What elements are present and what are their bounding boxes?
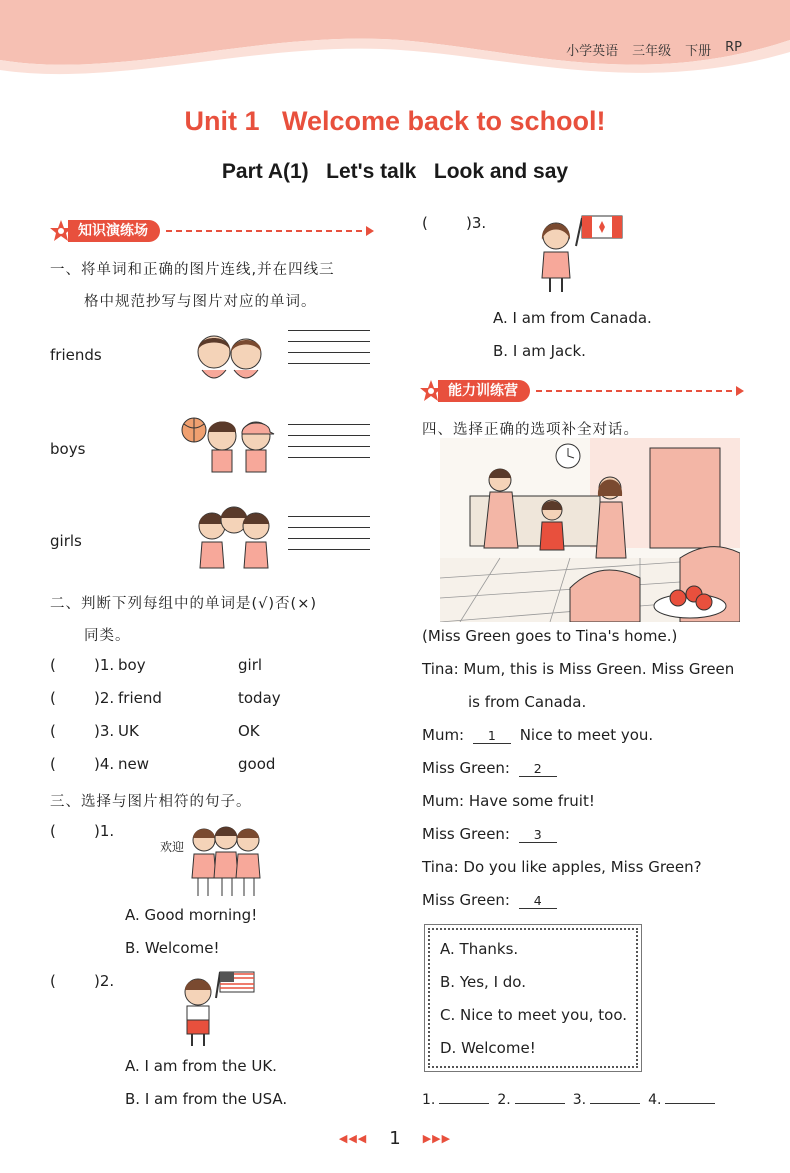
q2-row-2-word-b: today: [238, 689, 281, 707]
q3-answer-bracket-1[interactable]: (: [50, 822, 85, 840]
q4-line-2: [422, 726, 653, 744]
writing-grid-2[interactable]: [288, 424, 370, 468]
q4-option-d: D. Welcome!: [440, 1039, 536, 1057]
q4-option-b: B. Yes, I do.: [440, 973, 526, 991]
q4-context: (Miss Green goes to Tina's home.): [422, 627, 678, 645]
q1-instruction-1: 一、将单词和正确的图片连线,并在四线三: [50, 262, 335, 278]
q4-line-7: [422, 891, 561, 909]
q4-answer-3[interactable]: [573, 1088, 640, 1108]
dialogue-scene-picture[interactable]: [440, 438, 740, 622]
q3-answer-bracket-2[interactable]: (: [50, 972, 85, 990]
prev-page-arrows-icon: ◀◀◀: [338, 1132, 368, 1145]
q4-line-4: [422, 792, 595, 810]
q4-instruction: 四、选择正确的选项补全对话。: [422, 422, 639, 438]
q4-line-3: [422, 759, 561, 777]
q3-item-3-num: )3.: [466, 214, 487, 232]
q2-row-2-word-a: friend: [118, 689, 162, 707]
section-banner-1-label: 知识演练场: [68, 220, 160, 242]
q4-blank-2[interactable]: 2: [519, 762, 557, 777]
q4-blank-3[interactable]: 3: [519, 828, 557, 843]
canada-girl-picture[interactable]: [536, 212, 626, 296]
usa-boy-picture[interactable]: [170, 968, 260, 1048]
q2-row-3-word-b: OK: [238, 722, 260, 740]
q1-word-girls: girls: [50, 532, 82, 550]
q2-row-4-word-a: new: [118, 755, 150, 773]
q4-line-2-speaker: Mum:: [422, 726, 465, 744]
q4-line-5: [422, 825, 561, 843]
unit-title: Unit 1 Welcome back to school!: [184, 106, 606, 136]
friends-picture[interactable]: [186, 330, 276, 386]
girls-picture[interactable]: [190, 498, 280, 570]
q2-row-1-word-b: girl: [238, 656, 263, 674]
q2-instruction-1: 二、判断下列每组中的单词是(√)否(×): [50, 596, 318, 612]
q2-row-1-word-a: boy: [118, 656, 146, 674]
q2-row-4-word-b: good: [238, 755, 276, 773]
header-grade: 三年级: [632, 44, 672, 59]
q3-item-1-caption: 欢迎: [160, 840, 185, 854]
section-banner-1: [48, 218, 372, 244]
writing-grid-3[interactable]: [288, 516, 370, 560]
q4-answer-1-line[interactable]: [439, 1088, 489, 1104]
section-banner-2: [418, 378, 742, 404]
q2-instruction-2: 同类。: [84, 628, 131, 644]
q4-answer-row: [422, 1088, 715, 1108]
q3-item-2-option-b: B. I am from the USA.: [125, 1090, 288, 1108]
q4-answer-2-line[interactable]: [515, 1088, 565, 1104]
q4-line-3-speaker: Miss Green:: [422, 759, 510, 777]
page-footer: [0, 1128, 790, 1149]
q2-row-2-num: )2.: [94, 689, 115, 707]
q2-answer-bracket-3[interactable]: (: [50, 722, 85, 740]
banner-dash: [166, 230, 372, 232]
next-page-arrows-icon: ▶▶▶: [422, 1132, 452, 1145]
q3-item-2-option-a: A. I am from the UK.: [125, 1057, 277, 1075]
q4-line-4-text: Have some fruit!: [468, 792, 595, 810]
q3-item-1-option-a: A. Good morning!: [125, 906, 258, 924]
q4-line-6-speaker: Tina:: [422, 858, 459, 876]
q4-answer-4-line[interactable]: [665, 1088, 715, 1104]
q4-answer-2[interactable]: [497, 1088, 564, 1108]
q4-line-6: [422, 858, 702, 876]
q4-blank-4[interactable]: 4: [519, 894, 557, 909]
writing-grid-1[interactable]: [288, 330, 370, 374]
q4-line-1-text: Mum, this is Miss Green. Miss Green: [463, 660, 735, 678]
q4-line-2-text: Nice to meet you.: [519, 726, 654, 744]
section-banner-2-label: 能力训练营: [438, 380, 530, 402]
q4-answer-2-label: 2.: [497, 1092, 511, 1108]
welcome-picture[interactable]: [186, 820, 266, 900]
q1-instruction-2: 格中规范抄写与图片对应的单词。: [84, 294, 317, 310]
q3-item-3-option-a: A. I am from Canada.: [493, 309, 652, 327]
q2-answer-bracket-2[interactable]: (: [50, 689, 85, 707]
q3-item-3-option-b: B. I am Jack.: [493, 342, 586, 360]
q4-blank-1[interactable]: 1: [473, 729, 511, 744]
q3-answer-bracket-3[interactable]: (: [422, 214, 457, 232]
q2-row-1-num: )1.: [94, 656, 115, 674]
q2-answer-bracket-4[interactable]: (: [50, 755, 85, 773]
header-edition: RP: [725, 40, 742, 55]
q2-row-3-num: )3.: [94, 722, 115, 740]
q3-item-1-num: )1.: [94, 822, 115, 840]
q4-line-4-speaker: Mum:: [422, 792, 465, 810]
q3-item-1-option-b: B. Welcome!: [125, 939, 220, 957]
part-title: Part A(1) Let's talk Look and say: [221, 160, 569, 183]
q4-option-a: A. Thanks.: [440, 940, 519, 958]
q4-answer-4[interactable]: [648, 1088, 715, 1108]
q1-word-friends: friends: [50, 346, 102, 364]
page-number: 1: [389, 1128, 401, 1149]
q4-line-1-continued: is from Canada.: [468, 693, 587, 711]
q4-answer-1-label: 1.: [422, 1092, 436, 1108]
q1-word-boys: boys: [50, 440, 86, 458]
banner-dash: [536, 390, 742, 392]
q4-line-5-speaker: Miss Green:: [422, 825, 510, 843]
q4-answer-1[interactable]: [422, 1088, 489, 1108]
q4-line-7-speaker: Miss Green:: [422, 891, 510, 909]
header-volume: 下册: [685, 44, 712, 59]
q4-answer-3-label: 3.: [572, 1092, 587, 1108]
header-meta: [566, 40, 742, 59]
q4-line-6-text: Do you like apples, Miss Green?: [463, 858, 702, 876]
q4-line-1-speaker: Tina:: [422, 660, 459, 678]
q3-item-2-num: )2.: [94, 972, 115, 990]
q4-answer-4-label: 4.: [648, 1092, 662, 1108]
q3-instruction: 三、选择与图片相符的句子。: [50, 794, 252, 810]
q4-options-box: [428, 928, 638, 1068]
q2-answer-bracket-1[interactable]: (: [50, 656, 85, 674]
boys-picture[interactable]: [180, 414, 280, 474]
q4-line-1: [422, 660, 734, 678]
q2-row-4-num: )4.: [94, 755, 115, 773]
q4-answer-3-line[interactable]: [590, 1088, 640, 1104]
q4-option-c: C. Nice to meet you, too.: [440, 1006, 628, 1024]
header-subject: 小学英语: [566, 44, 619, 59]
q2-row-3-word-a: UK: [118, 722, 139, 740]
